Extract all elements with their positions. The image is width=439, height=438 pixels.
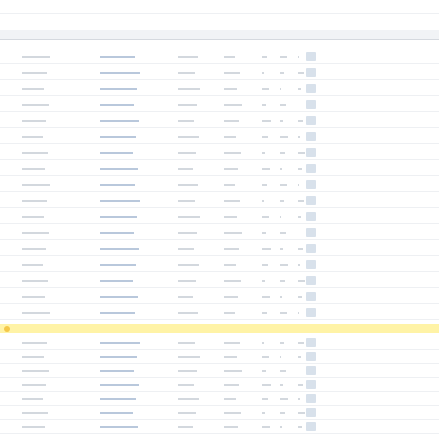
cell-placeholder: [178, 232, 197, 234]
cell-placeholder: [280, 232, 286, 234]
cell-placeholder: [224, 342, 240, 344]
cell-placeholder: [178, 426, 193, 428]
cell-placeholder: [280, 370, 286, 372]
cell-placeholder: [280, 312, 287, 314]
cell-placeholder: [22, 370, 49, 372]
cell-placeholder: [262, 104, 266, 106]
cell-placeholder: [280, 384, 283, 386]
cell-placeholder: [262, 412, 265, 414]
cell-placeholder: [22, 120, 46, 122]
cell-placeholder: [262, 356, 269, 358]
cell-placeholder: [224, 136, 236, 138]
cell-placeholder: [100, 200, 140, 202]
cell-placeholder: [280, 120, 283, 122]
cell-placeholder: [100, 104, 134, 106]
cell-placeholder: [262, 168, 270, 170]
cell-placeholder: [178, 152, 196, 154]
cell-placeholder: [178, 280, 196, 282]
cell-placeholder: [224, 264, 236, 266]
cell-placeholder: [22, 88, 44, 90]
cell-placeholder: [298, 120, 303, 122]
thumbnail-icon[interactable]: [306, 164, 316, 173]
table-row[interactable]: [0, 82, 439, 96]
cell-placeholder: [224, 216, 237, 218]
cell-placeholder: [224, 72, 240, 74]
cell-placeholder: [298, 216, 301, 218]
table-header: [0, 30, 439, 40]
table-row[interactable]: [0, 15, 439, 25]
cell-placeholder: [224, 168, 238, 170]
cell-placeholder: [100, 56, 135, 58]
cell-placeholder: [262, 232, 266, 234]
cell-placeholder: [280, 342, 284, 344]
cell-placeholder: [178, 184, 198, 186]
cell-placeholder: [224, 370, 242, 372]
thumbnail-icon[interactable]: [306, 132, 316, 141]
table-row[interactable]: [0, 274, 439, 288]
cell-placeholder: [298, 248, 303, 250]
cell-placeholder: [280, 200, 284, 202]
cell-placeholder: [224, 412, 241, 414]
cell-placeholder: [100, 280, 133, 282]
cell-placeholder: [224, 248, 239, 250]
cell-placeholder: [178, 384, 194, 386]
table-row[interactable]: [0, 378, 439, 392]
cell-placeholder: [100, 152, 133, 154]
cell-placeholder: [22, 280, 48, 282]
cell-placeholder: [22, 72, 47, 74]
thumbnail-icon[interactable]: [306, 292, 316, 301]
cell-placeholder: [224, 232, 242, 234]
table-row[interactable]: [0, 210, 439, 224]
cell-placeholder: [100, 88, 137, 90]
table-row[interactable]: [0, 406, 439, 420]
cell-placeholder: [100, 184, 135, 186]
cell-placeholder: [178, 264, 199, 266]
cell-placeholder: [178, 216, 200, 218]
cell-placeholder: [280, 296, 282, 298]
table-row[interactable]: [0, 178, 439, 192]
cell-placeholder: [298, 264, 300, 266]
table-row[interactable]: [0, 146, 439, 160]
cell-placeholder: [280, 104, 286, 106]
cell-placeholder: [100, 72, 140, 74]
cell-placeholder: [224, 312, 235, 314]
cell-placeholder: [178, 356, 200, 358]
cell-placeholder: [178, 248, 194, 250]
thumbnail-icon[interactable]: [306, 180, 316, 189]
cell-placeholder: [100, 312, 135, 314]
cell-placeholder: [22, 168, 45, 170]
thumbnail-icon[interactable]: [306, 422, 316, 431]
cell-placeholder: [178, 296, 193, 298]
thumbnail-icon[interactable]: [306, 116, 316, 125]
cell-placeholder: [22, 200, 47, 202]
cell-placeholder: [298, 72, 304, 74]
cell-placeholder: [224, 280, 241, 282]
cell-placeholder: [280, 426, 282, 428]
table-row[interactable]: [0, 306, 439, 320]
cell-placeholder: [262, 200, 264, 202]
cell-placeholder: [224, 120, 239, 122]
cell-placeholder: [22, 136, 43, 138]
cell-placeholder: [298, 200, 304, 202]
cell-placeholder: [262, 264, 268, 266]
top-summary-area: [0, 0, 439, 30]
highlighted-row[interactable]: [0, 324, 439, 333]
cell-placeholder: [178, 398, 199, 400]
cell-placeholder: [178, 200, 195, 202]
cell-placeholder: [298, 168, 302, 170]
table-row[interactable]: [0, 336, 439, 350]
cell-placeholder: [280, 72, 284, 74]
table-row[interactable]: [0, 114, 439, 128]
table-row[interactable]: [0, 226, 439, 240]
thumbnail-icon[interactable]: [306, 68, 316, 77]
cell-placeholder: [100, 384, 139, 386]
cell-placeholder: [178, 104, 197, 106]
thumbnail-icon[interactable]: [306, 408, 316, 417]
cell-placeholder: [280, 356, 281, 358]
thumbnail-icon[interactable]: [306, 84, 316, 93]
cell-placeholder: [100, 136, 136, 138]
cell-placeholder: [100, 248, 139, 250]
cell-placeholder: [262, 120, 271, 122]
cell-placeholder: [262, 312, 267, 314]
cell-placeholder: [22, 296, 45, 298]
cell-placeholder: [224, 296, 238, 298]
cell-placeholder: [262, 370, 266, 372]
cell-placeholder: [298, 88, 301, 90]
table-row[interactable]: [0, 350, 439, 364]
cell-placeholder: [22, 398, 43, 400]
cell-placeholder: [298, 356, 301, 358]
table-row[interactable]: [0, 420, 439, 434]
cell-placeholder: [224, 398, 236, 400]
table-row[interactable]: [0, 258, 439, 272]
table-row[interactable]: [0, 66, 439, 80]
cell-placeholder: [100, 412, 133, 414]
cell-placeholder: [298, 426, 302, 428]
cell-placeholder: [280, 88, 281, 90]
cell-placeholder: [100, 264, 136, 266]
cell-placeholder: [178, 168, 193, 170]
cell-placeholder: [262, 152, 265, 154]
cell-placeholder: [100, 342, 140, 344]
thumbnail-icon[interactable]: [306, 276, 316, 285]
cell-placeholder: [178, 120, 194, 122]
cell-placeholder: [280, 136, 288, 138]
cell-placeholder: [22, 264, 43, 266]
table-row[interactable]: [0, 4, 439, 14]
cell-placeholder: [280, 412, 285, 414]
cell-placeholder: [262, 184, 267, 186]
table-row[interactable]: [0, 242, 439, 256]
cell-placeholder: [224, 426, 238, 428]
thumbnail-icon[interactable]: [306, 52, 316, 61]
cell-placeholder: [280, 216, 281, 218]
cell-placeholder: [22, 216, 44, 218]
cell-placeholder: [224, 184, 235, 186]
table-row[interactable]: [0, 194, 439, 208]
cell-placeholder: [22, 426, 45, 428]
cell-placeholder: [262, 398, 268, 400]
cell-placeholder: [262, 342, 264, 344]
cell-placeholder: [178, 136, 199, 138]
cell-placeholder: [178, 342, 195, 344]
cell-placeholder: [280, 398, 288, 400]
cell-placeholder: [100, 296, 138, 298]
table-row[interactable]: [0, 162, 439, 176]
cell-placeholder: [298, 280, 305, 282]
thumbnail-icon[interactable]: [306, 148, 316, 157]
cell-placeholder: [298, 384, 303, 386]
cell-placeholder: [262, 56, 267, 58]
cell-placeholder: [224, 56, 235, 58]
cell-placeholder: [22, 356, 44, 358]
cell-placeholder: [100, 232, 134, 234]
cell-placeholder: [178, 312, 198, 314]
thumbnail-icon[interactable]: [306, 244, 316, 253]
cell-placeholder: [280, 264, 288, 266]
cell-placeholder: [262, 280, 265, 282]
cell-placeholder: [178, 56, 198, 58]
cell-placeholder: [178, 370, 197, 372]
cell-placeholder: [224, 104, 242, 106]
cell-placeholder: [22, 104, 49, 106]
cell-placeholder: [100, 216, 137, 218]
cell-placeholder: [298, 312, 299, 314]
cell-placeholder: [262, 384, 271, 386]
cell-placeholder: [22, 312, 50, 314]
cell-placeholder: [298, 136, 300, 138]
cell-placeholder: [22, 56, 50, 58]
cell-placeholder: [262, 88, 269, 90]
cell-placeholder: [262, 216, 269, 218]
cell-placeholder: [100, 426, 138, 428]
cell-placeholder: [262, 426, 270, 428]
cell-placeholder: [298, 342, 304, 344]
cell-placeholder: [22, 248, 46, 250]
cell-placeholder: [280, 56, 287, 58]
thumbnail-icon[interactable]: [306, 366, 316, 375]
thumbnail-icon[interactable]: [306, 380, 316, 389]
cell-placeholder: [280, 280, 285, 282]
cell-placeholder: [178, 88, 200, 90]
cell-placeholder: [280, 184, 287, 186]
cell-placeholder: [224, 88, 237, 90]
cell-placeholder: [22, 232, 49, 234]
table-row[interactable]: [0, 364, 439, 378]
thumbnail-icon[interactable]: [306, 212, 316, 221]
table-row[interactable]: [0, 130, 439, 144]
cell-placeholder: [224, 356, 237, 358]
cell-placeholder: [298, 398, 300, 400]
cell-placeholder: [224, 152, 241, 154]
cell-placeholder: [262, 72, 264, 74]
thumbnail-icon[interactable]: [306, 352, 316, 361]
cell-placeholder: [298, 184, 299, 186]
thumbnail-icon[interactable]: [306, 394, 316, 403]
table-row[interactable]: [0, 98, 439, 112]
cell-placeholder: [100, 168, 138, 170]
table-row[interactable]: [0, 290, 439, 304]
cell-placeholder: [298, 56, 299, 58]
cell-placeholder: [100, 356, 137, 358]
cell-placeholder: [298, 152, 305, 154]
cell-placeholder: [280, 248, 283, 250]
thumbnail-icon[interactable]: [306, 260, 316, 269]
cell-placeholder: [100, 120, 139, 122]
cell-placeholder: [262, 296, 270, 298]
cell-placeholder: [100, 398, 136, 400]
cell-placeholder: [224, 200, 240, 202]
cell-placeholder: [178, 72, 195, 74]
cell-placeholder: [262, 136, 268, 138]
cell-placeholder: [22, 412, 48, 414]
thumbnail-icon[interactable]: [306, 196, 316, 205]
cell-placeholder: [224, 384, 239, 386]
cell-placeholder: [22, 152, 48, 154]
thumbnail-icon[interactable]: [306, 228, 316, 237]
cell-placeholder: [298, 296, 302, 298]
thumbnail-icon[interactable]: [306, 100, 316, 109]
cell-placeholder: [280, 168, 282, 170]
cell-placeholder: [262, 248, 271, 250]
cell-placeholder: [280, 152, 285, 154]
cell-placeholder: [298, 412, 305, 414]
cell-placeholder: [178, 412, 196, 414]
thumbnail-icon[interactable]: [306, 338, 316, 347]
cell-placeholder: [22, 342, 47, 344]
table-row[interactable]: [0, 392, 439, 406]
cell-placeholder: [100, 370, 134, 372]
cell-placeholder: [22, 384, 46, 386]
table-row[interactable]: [0, 50, 439, 64]
flag-icon: [4, 326, 10, 332]
cell-placeholder: [22, 184, 50, 186]
thumbnail-icon[interactable]: [306, 308, 316, 317]
